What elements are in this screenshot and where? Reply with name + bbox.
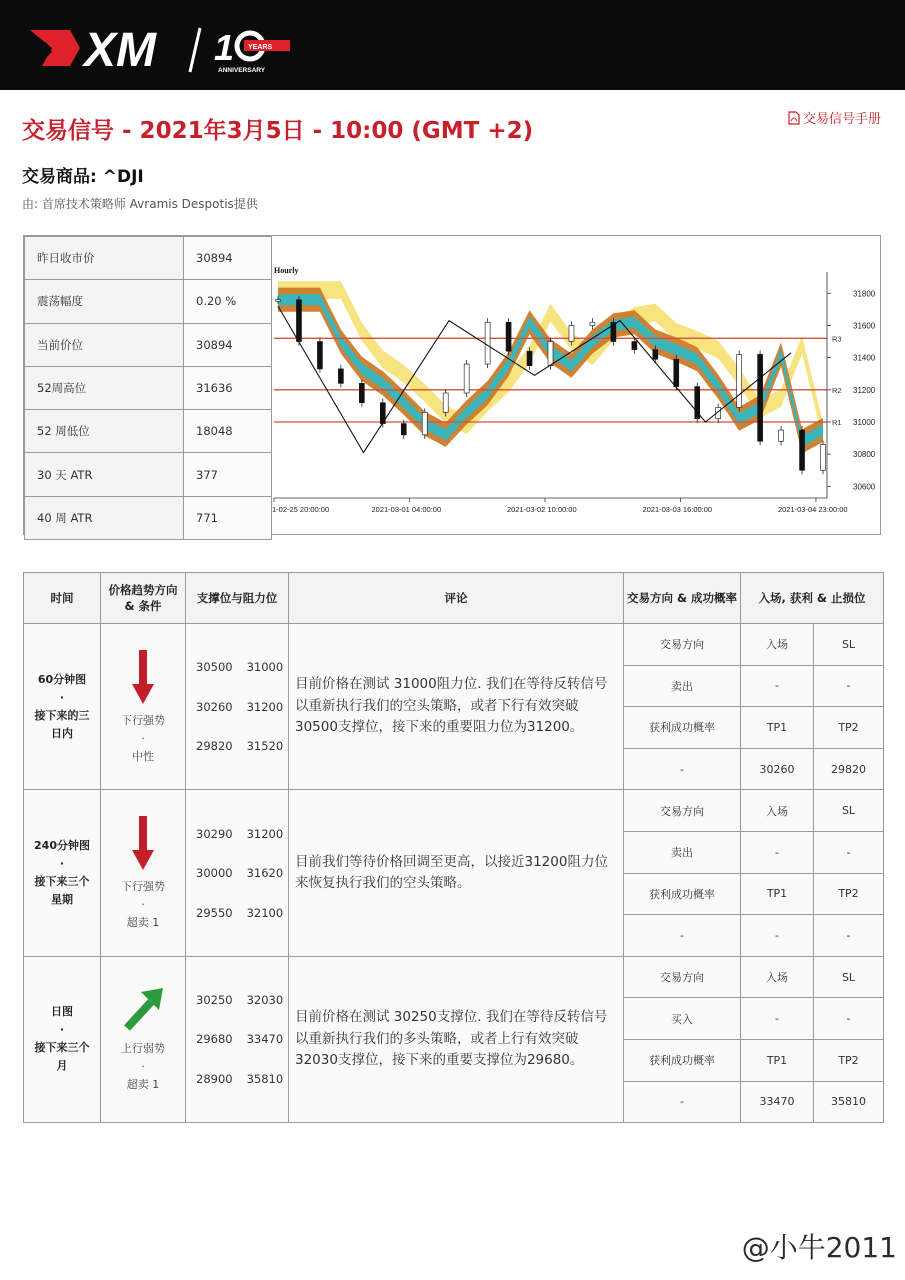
- chart-title: Hourly: [274, 266, 299, 275]
- header-comment: 评论: [289, 573, 624, 624]
- grid-cell: 交易方向: [624, 624, 741, 666]
- candle-body: [653, 350, 658, 360]
- badge-anniversary: ANNIVERSARY: [218, 67, 266, 74]
- y-tick-label: 31600: [853, 321, 876, 331]
- grid-cell: 买入: [624, 998, 741, 1040]
- market-info-table: [24, 236, 272, 540]
- candle-body: [737, 354, 742, 407]
- info-value: 771: [184, 496, 272, 539]
- grid-cell: 29820: [814, 748, 884, 790]
- signal-timeframe: 60分钟图 · 接下来的三 日内: [24, 624, 101, 790]
- signal-comment: 目前我们等待价格回调至更高，以接近31200阻力位来恢复执行我们的空头策略。: [289, 790, 624, 956]
- arrow-up-icon: [121, 984, 165, 1034]
- header-time: 时间: [24, 573, 101, 624]
- grid-cell: TP1: [741, 1039, 814, 1081]
- info-value: 30894: [184, 323, 272, 366]
- brand-text: XM: [84, 24, 156, 76]
- info-value: 377: [184, 453, 272, 496]
- level-label: R2: [832, 385, 842, 395]
- signal-row: [24, 790, 884, 832]
- info-value: 31636: [184, 366, 272, 409]
- signal-levels: [186, 956, 289, 1122]
- resistance-level: 31620: [246, 866, 284, 881]
- info-label: 52 周低位: [25, 410, 184, 453]
- signal-levels: [186, 624, 289, 790]
- grid-cell: 35810: [814, 1081, 884, 1123]
- x-tick-label: 2021-03-01 04:00:00: [371, 505, 442, 514]
- info-row: [25, 280, 272, 323]
- page-title: 交易信号 - 2021年3月5日 - 10:00 (GMT +2): [22, 118, 534, 144]
- signal-timeframe: 日图 · 接下来三个 月: [24, 956, 101, 1122]
- candle-body: [590, 322, 595, 325]
- support-level: 29680: [196, 1032, 233, 1047]
- candle-body: [317, 342, 322, 369]
- candle-body: [800, 430, 805, 470]
- resistance-level: 31000: [246, 660, 284, 675]
- header-direction: 交易方向 & 成功概率: [624, 573, 741, 624]
- support-level: 30500: [196, 660, 233, 675]
- grid-cell: SL: [814, 624, 884, 666]
- info-value: 0.20 %: [184, 280, 272, 323]
- signal-comment: 目前价格在测试 31000阻力位. 我们在等待反转信号以重新执行我们的空头策略，或者下行有效突破 30500支撑位，接下来的重要阻力位为31200。: [289, 624, 624, 790]
- header-entry: 入场, 获利 & 止损位: [741, 573, 884, 624]
- support-level: 29550: [196, 905, 233, 920]
- grid-cell: 入场: [741, 790, 814, 832]
- candle-body: [569, 325, 574, 341]
- support-level: 28900: [196, 1071, 233, 1086]
- grid-cell: TP2: [814, 707, 884, 749]
- signal-trend: 下行强势 · 超卖 1: [101, 790, 186, 956]
- grid-cell: 卖出: [624, 665, 741, 707]
- grid-cell: -: [741, 998, 814, 1040]
- brand-header-bar: [0, 0, 905, 90]
- grid-cell: SL: [814, 790, 884, 832]
- grid-cell: TP2: [814, 1039, 884, 1081]
- signal-row: [24, 956, 884, 998]
- signal-comment: 目前价格在测试 30250支撑位. 我们在等待反转信号以重新执行我们的多头策略，或者上行有效突破 32030支撑位，接下来的重要支撑位为29680。: [289, 956, 624, 1122]
- candle-body: [359, 383, 364, 402]
- pdf-icon: [788, 111, 800, 125]
- grid-cell: 33470: [741, 1081, 814, 1123]
- signal-row: [24, 624, 884, 666]
- signals-table: [23, 572, 884, 1123]
- info-label: 30 天 ATR: [25, 453, 184, 496]
- candle-body: [527, 351, 532, 365]
- info-label: 当前价位: [25, 323, 184, 366]
- grid-cell: 卖出: [624, 831, 741, 873]
- grid-cell: 入场: [741, 956, 814, 998]
- candle-body: [821, 445, 826, 471]
- x-tick-label: 2021-03-04 23:00:00: [777, 505, 848, 514]
- grid-cell: 入场: [741, 624, 814, 666]
- x-tick-label: 2021-03-03 16:00:00: [642, 505, 713, 514]
- candle-body: [674, 359, 679, 386]
- candle-body: [632, 342, 637, 350]
- grid-cell: -: [624, 1081, 741, 1123]
- grid-cell: -: [814, 665, 884, 707]
- svg-text:1: 1: [214, 27, 235, 68]
- badge-years: YEARS: [248, 44, 273, 51]
- header-sr: 支撑位与阻力位: [186, 573, 289, 624]
- arrow-down-icon: [131, 648, 155, 706]
- grid-cell: 获利成功概率: [624, 707, 741, 749]
- hourly-chart: [272, 236, 880, 533]
- signals-header-row: [24, 573, 884, 624]
- info-row: [25, 410, 272, 453]
- info-label: 40 周 ATR: [25, 496, 184, 539]
- signal-manual-label: 交易信号手册: [802, 112, 881, 127]
- support-level: 29820: [196, 739, 233, 754]
- grid-cell: -: [814, 915, 884, 957]
- info-value: 30894: [184, 237, 272, 280]
- resistance-level: 33470: [246, 1032, 284, 1047]
- grid-cell: -: [814, 998, 884, 1040]
- y-tick-label: 31800: [853, 289, 876, 299]
- support-level: 30260: [196, 699, 233, 714]
- y-tick-label: 30800: [853, 450, 876, 460]
- xm-logo: [22, 20, 292, 76]
- info-value: 18048: [184, 410, 272, 453]
- support-level: 30000: [196, 866, 233, 881]
- candle-body: [422, 412, 427, 435]
- y-tick-label: 31400: [853, 353, 876, 363]
- grid-cell: 交易方向: [624, 956, 741, 998]
- resistance-level: 31200: [246, 826, 284, 841]
- grid-cell: 交易方向: [624, 790, 741, 832]
- signal-manual-link[interactable]: [788, 108, 881, 127]
- y-tick-label: 31000: [853, 417, 876, 427]
- info-row: [25, 323, 272, 366]
- grid-cell: -: [741, 665, 814, 707]
- candle-body: [276, 300, 281, 302]
- info-row: [25, 237, 272, 280]
- watermark: @小牛2011: [741, 1231, 897, 1264]
- support-level: 30250: [196, 992, 233, 1007]
- info-label: 昨日收市价: [25, 237, 184, 280]
- x-tick-label: 1-02-25 20:00:00: [272, 505, 330, 514]
- signal-timeframe: 240分钟图 · 接下来三个 星期: [24, 790, 101, 956]
- y-tick-label: 31200: [853, 385, 876, 395]
- grid-cell: 获利成功概率: [624, 1039, 741, 1081]
- grid-cell: -: [814, 831, 884, 873]
- candle-body: [338, 369, 343, 383]
- provider-credit: 由: 首席技术策略师 Avramis Despotis提供: [22, 197, 258, 211]
- product-name: 交易商品: ^DJI: [22, 167, 144, 187]
- candle-body: [779, 430, 784, 441]
- info-label: 52周高位: [25, 366, 184, 409]
- info-row: [25, 496, 272, 539]
- header-trend: 价格趋势方向 & 条件: [101, 573, 186, 624]
- resistance-level: 32030: [246, 992, 284, 1007]
- signal-levels: [186, 790, 289, 956]
- grid-cell: TP1: [741, 707, 814, 749]
- resistance-level: 35810: [246, 1071, 284, 1086]
- candle-body: [548, 342, 553, 366]
- level-label: R1: [832, 417, 842, 427]
- candle-body: [401, 424, 406, 435]
- x-tick-label: 2021-03-02 10:00:00: [506, 505, 577, 514]
- candle-body: [485, 322, 490, 364]
- grid-cell: 获利成功概率: [624, 873, 741, 915]
- level-label: R3: [832, 334, 842, 344]
- info-row: [25, 453, 272, 496]
- info-label: 震荡幅度: [25, 280, 184, 323]
- candle-body: [758, 354, 763, 441]
- candle-body: [464, 364, 469, 393]
- resistance-level: 32100: [246, 905, 284, 920]
- arrow-down-icon: [131, 814, 155, 872]
- grid-cell: TP1: [741, 873, 814, 915]
- resistance-level: 31200: [246, 699, 284, 714]
- info-row: [25, 366, 272, 409]
- grid-cell: 30260: [741, 748, 814, 790]
- support-level: 30290: [196, 826, 233, 841]
- signal-trend: 上行弱势 · 超卖 1: [101, 956, 186, 1122]
- candle-body: [506, 322, 511, 351]
- grid-cell: -: [624, 748, 741, 790]
- grid-cell: -: [741, 915, 814, 957]
- grid-cell: TP2: [814, 873, 884, 915]
- grid-cell: -: [741, 831, 814, 873]
- candle-body: [443, 393, 448, 412]
- grid-cell: SL: [814, 956, 884, 998]
- candle-body: [296, 300, 301, 342]
- market-info-panel: [23, 235, 881, 535]
- signal-trend: 下行强势 · 中性: [101, 624, 186, 790]
- hourly-chart-svg: [272, 236, 880, 533]
- y-tick-label: 30600: [853, 482, 876, 492]
- grid-cell: -: [624, 915, 741, 957]
- resistance-level: 31520: [246, 739, 284, 754]
